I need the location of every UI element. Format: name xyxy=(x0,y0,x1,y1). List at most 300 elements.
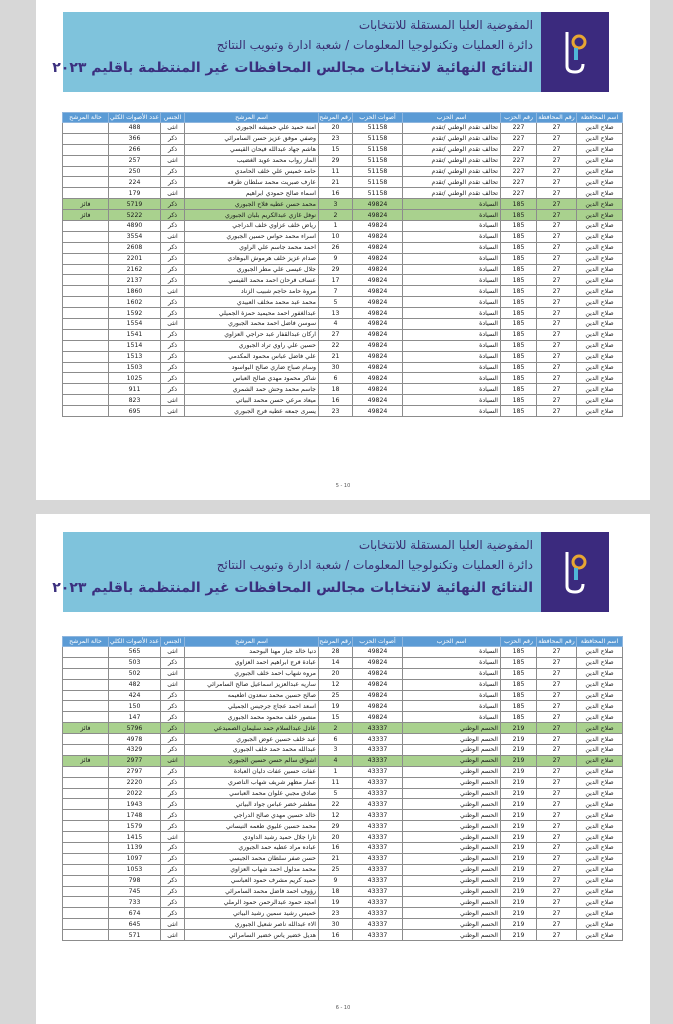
table-row xyxy=(63,690,623,701)
party-number-cell: 185 xyxy=(501,329,537,340)
candidate-number-cell: 16 xyxy=(319,188,353,199)
total-votes-cell: 1748 xyxy=(109,810,161,821)
candidate-status-cell xyxy=(63,362,109,373)
candidate-name-cell: عفات حسين عفات دليان العبادة xyxy=(185,766,319,777)
column-header: أصوات الحزب xyxy=(353,113,403,123)
candidate-status-cell xyxy=(63,919,109,930)
candidate-status-cell xyxy=(63,166,109,177)
gender-cell: ذكر xyxy=(161,799,185,810)
governorate-number-cell: 27 xyxy=(537,755,577,766)
governorate-cell: صلاح الدين xyxy=(577,242,623,253)
gender-cell: ذكر xyxy=(161,242,185,253)
total-votes-cell: 695 xyxy=(109,406,161,417)
governorate-cell: صلاح الدين xyxy=(577,144,623,155)
governorate-number-cell: 27 xyxy=(537,177,577,188)
total-votes-cell: 366 xyxy=(109,133,161,144)
governorate-cell: صلاح الدين xyxy=(577,679,623,690)
governorate-cell: صلاح الدين xyxy=(577,777,623,788)
candidate-number-cell: 14 xyxy=(319,657,353,668)
party-name-cell: الحسم الوطني xyxy=(403,875,501,886)
governorate-number-cell: 27 xyxy=(537,712,577,723)
total-votes-cell: 745 xyxy=(109,886,161,897)
party-votes-cell: 49824 xyxy=(353,275,403,286)
candidate-number-cell: 2 xyxy=(319,723,353,734)
party-name-cell: السيادة xyxy=(403,264,501,275)
governorate-cell: صلاح الدين xyxy=(577,384,623,395)
table-row xyxy=(63,242,623,253)
candidate-number-cell: 13 xyxy=(319,308,353,319)
candidate-status-cell xyxy=(63,253,109,264)
party-number-cell: 219 xyxy=(501,745,537,756)
gender-cell: ذكر xyxy=(161,275,185,286)
party-votes-cell: 49824 xyxy=(353,657,403,668)
candidate-name-cell: عبدالغفور احمد محيميد حمزة الجميلي xyxy=(185,308,319,319)
table-row xyxy=(63,123,623,134)
table-row xyxy=(63,875,623,886)
table-row xyxy=(63,406,623,417)
gender-cell: ذكر xyxy=(161,297,185,308)
party-number-cell: 219 xyxy=(501,843,537,854)
total-votes-cell: 5222 xyxy=(109,210,161,221)
governorate-number-cell: 27 xyxy=(537,253,577,264)
candidate-name-cell: ميعاد مرعي حسن محمد البياتي xyxy=(185,395,319,406)
commission-logo-icon xyxy=(557,548,593,596)
candidate-name-cell: خميس رشيد سمين رشيد البياتي xyxy=(185,908,319,919)
table-row xyxy=(63,362,623,373)
total-votes-cell: 1554 xyxy=(109,319,161,330)
governorate-number-cell: 27 xyxy=(537,308,577,319)
candidate-status-cell: فائز xyxy=(63,755,109,766)
governorate-cell: صلاح الدين xyxy=(577,340,623,351)
governorate-cell: صلاح الدين xyxy=(577,690,623,701)
candidate-number-cell: 15 xyxy=(319,144,353,155)
governorate-cell: صلاح الدين xyxy=(577,199,623,210)
governorate-number-cell: 27 xyxy=(537,297,577,308)
party-name-cell: الحسم الوطني xyxy=(403,723,501,734)
candidate-name-cell: عبد خلف حسين عوض الجبوري xyxy=(185,734,319,745)
total-votes-cell: 1514 xyxy=(109,340,161,351)
party-number-cell: 185 xyxy=(501,308,537,319)
governorate-number-cell: 27 xyxy=(537,155,577,166)
candidate-status-cell xyxy=(63,679,109,690)
candidate-status-cell xyxy=(63,221,109,232)
party-votes-cell: 49824 xyxy=(353,647,403,658)
party-votes-cell: 49824 xyxy=(353,221,403,232)
commission-title: المفوضية العليا المستقلة للانتخابات xyxy=(358,18,533,32)
gender-cell: ذكر xyxy=(161,788,185,799)
governorate-number-cell: 27 xyxy=(537,799,577,810)
party-votes-cell: 49824 xyxy=(353,351,403,362)
gender-cell: ذكر xyxy=(161,853,185,864)
party-votes-cell: 49824 xyxy=(353,679,403,690)
gender-cell: ذكر xyxy=(161,690,185,701)
candidate-number-cell: 30 xyxy=(319,919,353,930)
candidate-name-cell: عبادة فرج ابراهيم احمد العزاوي xyxy=(185,657,319,668)
table-row xyxy=(63,755,623,766)
candidate-number-cell: 29 xyxy=(319,155,353,166)
total-votes-cell: 1592 xyxy=(109,308,161,319)
party-votes-cell: 51158 xyxy=(353,177,403,188)
governorate-cell: صلاح الدين xyxy=(577,373,623,384)
gender-cell: انثى xyxy=(161,919,185,930)
governorate-number-cell: 27 xyxy=(537,788,577,799)
candidate-status-cell xyxy=(63,745,109,756)
party-votes-cell: 43337 xyxy=(353,930,403,941)
gender-cell: ذكر xyxy=(161,264,185,275)
total-votes-cell: 1860 xyxy=(109,286,161,297)
candidate-name-cell: مروه شهاب احمد خلف الجبوري xyxy=(185,668,319,679)
governorate-cell: صلاح الدين xyxy=(577,799,623,810)
governorate-number-cell: 27 xyxy=(537,166,577,177)
candidate-number-cell: 4 xyxy=(319,319,353,330)
candidate-status-cell xyxy=(63,701,109,712)
governorate-cell: صلاح الدين xyxy=(577,701,623,712)
governorate-cell: صلاح الدين xyxy=(577,723,623,734)
party-number-cell: 219 xyxy=(501,777,537,788)
governorate-cell: صلاح الدين xyxy=(577,253,623,264)
party-votes-cell: 49824 xyxy=(353,712,403,723)
candidate-status-cell xyxy=(63,690,109,701)
governorate-number-cell: 27 xyxy=(537,657,577,668)
candidate-name-cell: احمد محمد جاسم علي الراوي xyxy=(185,242,319,253)
candidate-status-cell xyxy=(63,886,109,897)
total-votes-cell: 2797 xyxy=(109,766,161,777)
governorate-number-cell: 27 xyxy=(537,231,577,242)
party-votes-cell: 43337 xyxy=(353,843,403,854)
candidate-name-cell: تارا جلال حميد رشيد الداودي xyxy=(185,832,319,843)
candidate-name-cell: اسماء صالح حمودي ابراهيم xyxy=(185,188,319,199)
commission-logo xyxy=(541,532,609,612)
party-votes-cell: 43337 xyxy=(353,919,403,930)
candidate-number-cell: 3 xyxy=(319,745,353,756)
table-row xyxy=(63,843,623,854)
candidate-status-cell xyxy=(63,144,109,155)
candidate-status-cell xyxy=(63,832,109,843)
candidate-number-cell: 27 xyxy=(319,329,353,340)
party-name-cell: السيادة xyxy=(403,701,501,712)
candidate-status-cell xyxy=(63,712,109,723)
candidate-number-cell: 1 xyxy=(319,766,353,777)
candidate-number-cell: 30 xyxy=(319,362,353,373)
candidate-name-cell: هاشم جهاد عبدالله فيحان القيسي xyxy=(185,144,319,155)
candidate-name-cell: محمد عبد محمد مخلف العبيدي xyxy=(185,297,319,308)
candidate-status-cell xyxy=(63,908,109,919)
governorate-number-cell: 27 xyxy=(537,362,577,373)
gender-cell: ذكر xyxy=(161,253,185,264)
governorate-cell: صلاح الدين xyxy=(577,406,623,417)
governorate-number-cell: 27 xyxy=(537,690,577,701)
candidate-name-cell: الاء عبدالله ناصر شعيل الجبوري xyxy=(185,919,319,930)
governorate-cell: صلاح الدين xyxy=(577,821,623,832)
governorate-number-cell: 27 xyxy=(537,286,577,297)
governorate-number-cell: 27 xyxy=(537,647,577,658)
table-row xyxy=(63,231,623,242)
table-row xyxy=(63,701,623,712)
total-votes-cell: 674 xyxy=(109,908,161,919)
party-votes-cell: 43337 xyxy=(353,766,403,777)
governorate-cell: صلاح الدين xyxy=(577,123,623,134)
total-votes-cell: 565 xyxy=(109,647,161,658)
party-name-cell: تحالف تقدم الوطني /تقدم xyxy=(403,177,501,188)
gender-cell: ذكر xyxy=(161,886,185,897)
party-name-cell: الحسم الوطني xyxy=(403,745,501,756)
results-page-2 xyxy=(36,514,650,1024)
table-row xyxy=(63,188,623,199)
governorate-number-cell: 27 xyxy=(537,886,577,897)
candidate-status-cell: فائز xyxy=(63,210,109,221)
party-name-cell: الحسم الوطني xyxy=(403,908,501,919)
table-row xyxy=(63,221,623,232)
candidate-name-cell: وصفي موفق عزيز حسن السامرائي xyxy=(185,133,319,144)
table-row xyxy=(63,930,623,941)
governorate-number-cell: 27 xyxy=(537,373,577,384)
candidate-number-cell: 10 xyxy=(319,231,353,242)
party-votes-cell: 49824 xyxy=(353,701,403,712)
candidate-number-cell: 19 xyxy=(319,897,353,908)
governorate-cell: صلاح الدين xyxy=(577,177,623,188)
governorate-number-cell: 27 xyxy=(537,777,577,788)
page-number: 6 - 10 xyxy=(335,1005,351,1011)
governorate-number-cell: 27 xyxy=(537,188,577,199)
governorate-number-cell: 27 xyxy=(537,810,577,821)
gender-cell: ذكر xyxy=(161,723,185,734)
candidate-name-cell: اشواق سالم حسن حسين الجبوري xyxy=(185,755,319,766)
results-title: النتائج النهائية لانتخابات مجالس المحافظات غير المنتظمة باقليم ٢٠٢٣ xyxy=(52,580,533,596)
governorate-cell: صلاح الدين xyxy=(577,275,623,286)
total-votes-cell: 250 xyxy=(109,166,161,177)
table-row xyxy=(63,373,623,384)
candidate-name-cell: صدام عزيز خلف هرموش البوهادي xyxy=(185,253,319,264)
table-row xyxy=(63,788,623,799)
party-name-cell: الحسم الوطني xyxy=(403,886,501,897)
party-votes-cell: 49824 xyxy=(353,319,403,330)
governorate-cell: صلاح الدين xyxy=(577,297,623,308)
party-votes-cell: 51158 xyxy=(353,166,403,177)
gender-cell: ذكر xyxy=(161,221,185,232)
gender-cell: انثى xyxy=(161,319,185,330)
party-votes-cell: 43337 xyxy=(353,853,403,864)
candidate-name-cell: رياض خلف عزاوي خلف الدراجي xyxy=(185,221,319,232)
candidate-number-cell: 9 xyxy=(319,253,353,264)
gender-cell: ذكر xyxy=(161,908,185,919)
table-row xyxy=(63,853,623,864)
governorate-cell: صلاح الدين xyxy=(577,166,623,177)
party-number-cell: 219 xyxy=(501,897,537,908)
gender-cell: انثى xyxy=(161,155,185,166)
gender-cell: ذكر xyxy=(161,810,185,821)
gender-cell: ذكر xyxy=(161,329,185,340)
candidate-status-cell xyxy=(63,275,109,286)
table-row xyxy=(63,679,623,690)
candidate-name-cell: سوسن فاضل احمد محمد الجبوري xyxy=(185,319,319,330)
gender-cell: ذكر xyxy=(161,745,185,756)
governorate-cell: صلاح الدين xyxy=(577,875,623,886)
candidate-number-cell: 7 xyxy=(319,286,353,297)
gender-cell: ذكر xyxy=(161,384,185,395)
party-votes-cell: 49824 xyxy=(353,210,403,221)
total-votes-cell: 503 xyxy=(109,657,161,668)
candidate-status-cell xyxy=(63,177,109,188)
party-name-cell: السيادة xyxy=(403,329,501,340)
candidate-name-cell: محمد حسن عطيه فلاح الجبوري xyxy=(185,199,319,210)
candidate-name-cell: وسام صباح ضاري صالح البواسود xyxy=(185,362,319,373)
table-row xyxy=(63,712,623,723)
table-row xyxy=(63,329,623,340)
candidate-name-cell: هديل خضير ياس خضير السامرائي xyxy=(185,930,319,941)
governorate-number-cell: 27 xyxy=(537,406,577,417)
column-header: عدد الأصوات الكلي xyxy=(109,638,159,645)
total-votes-cell: 1943 xyxy=(109,799,161,810)
total-votes-cell: 502 xyxy=(109,668,161,679)
party-name-cell: السيادة xyxy=(403,351,501,362)
results-title: النتائج النهائية لانتخابات مجالس المحافظات غير المنتظمة باقليم ٢٠٢٣ xyxy=(52,60,533,76)
gender-cell: انثى xyxy=(161,930,185,941)
party-name-cell: الحسم الوطني xyxy=(403,734,501,745)
governorate-cell: صلاح الدين xyxy=(577,210,623,221)
governorate-number-cell: 27 xyxy=(537,395,577,406)
candidate-number-cell: 26 xyxy=(319,242,353,253)
party-votes-cell: 49824 xyxy=(353,373,403,384)
column-header: اسم المرشح xyxy=(185,113,319,123)
party-number-cell: 219 xyxy=(501,788,537,799)
governorate-number-cell: 27 xyxy=(537,384,577,395)
total-votes-cell: 911 xyxy=(109,384,161,395)
candidate-status-cell xyxy=(63,864,109,875)
candidate-status-cell xyxy=(63,930,109,941)
total-votes-cell: 1415 xyxy=(109,832,161,843)
party-name-cell: السيادة xyxy=(403,690,501,701)
candidate-status-cell xyxy=(63,821,109,832)
column-header: رقم الحزب xyxy=(501,113,537,123)
party-votes-cell: 43337 xyxy=(353,908,403,919)
party-votes-cell: 43337 xyxy=(353,734,403,745)
party-name-cell: السيادة xyxy=(403,395,501,406)
gender-cell: ذكر xyxy=(161,821,185,832)
gender-cell: ذكر xyxy=(161,897,185,908)
governorate-number-cell: 27 xyxy=(537,123,577,134)
candidate-number-cell: 16 xyxy=(319,930,353,941)
candidate-name-cell: عبدالله محمد حمد خلف الجبوري xyxy=(185,745,319,756)
governorate-number-cell: 27 xyxy=(537,210,577,221)
governorate-cell: صلاح الدين xyxy=(577,853,623,864)
party-name-cell: الحسم الوطني xyxy=(403,919,501,930)
party-number-cell: 185 xyxy=(501,690,537,701)
party-number-cell: 185 xyxy=(501,231,537,242)
total-votes-cell: 798 xyxy=(109,875,161,886)
party-name-cell: تحالف تقدم الوطني /تقدم xyxy=(403,166,501,177)
commission-title: المفوضية العليا المستقلة للانتخابات xyxy=(358,538,533,552)
party-number-cell: 185 xyxy=(501,297,537,308)
total-votes-cell: 1579 xyxy=(109,821,161,832)
party-number-cell: 185 xyxy=(501,657,537,668)
candidate-status-cell xyxy=(63,843,109,854)
candidate-status-cell xyxy=(63,395,109,406)
table-row xyxy=(63,919,623,930)
column-header: حالة المرشح xyxy=(63,637,109,647)
candidate-number-cell: 12 xyxy=(319,810,353,821)
gender-cell: انثى xyxy=(161,647,185,658)
party-number-cell: 219 xyxy=(501,799,537,810)
total-votes-cell: 5796 xyxy=(109,723,161,734)
candidate-number-cell: 23 xyxy=(319,406,353,417)
candidate-name-cell: اسراء محمد حواس حسين الجبوري xyxy=(185,231,319,242)
party-votes-cell: 43337 xyxy=(353,777,403,788)
candidate-status-cell xyxy=(63,384,109,395)
governorate-number-cell: 27 xyxy=(537,864,577,875)
governorate-cell: صلاح الدين xyxy=(577,188,623,199)
party-name-cell: السيادة xyxy=(403,384,501,395)
party-name-cell: الحسم الوطني xyxy=(403,843,501,854)
party-number-cell: 219 xyxy=(501,821,537,832)
total-votes-cell: 2137 xyxy=(109,275,161,286)
governorate-cell: صلاح الدين xyxy=(577,734,623,745)
column-header: اسم الحزب xyxy=(403,637,501,647)
table-row xyxy=(63,155,623,166)
governorate-number-cell: 27 xyxy=(537,144,577,155)
table-row xyxy=(63,319,623,330)
governorate-cell: صلاح الدين xyxy=(577,221,623,232)
candidate-name-cell: ساريه عبدالعزيز اسماعيل صالح السامرائي xyxy=(185,679,319,690)
party-number-cell: 185 xyxy=(501,406,537,417)
party-number-cell: 219 xyxy=(501,886,537,897)
candidate-status-cell xyxy=(63,155,109,166)
candidate-status-cell xyxy=(63,340,109,351)
party-name-cell: الحسم الوطني xyxy=(403,777,501,788)
table-row xyxy=(63,723,623,734)
total-votes-cell: 257 xyxy=(109,155,161,166)
candidate-number-cell: 20 xyxy=(319,668,353,679)
candidate-status-cell xyxy=(63,351,109,362)
candidate-status-cell: فائز xyxy=(63,199,109,210)
candidate-name-cell: اسعد احمد عجاج جرجيس الجميلي xyxy=(185,701,319,712)
party-name-cell: الحسم الوطني xyxy=(403,930,501,941)
candidate-status-cell xyxy=(63,133,109,144)
candidate-number-cell: 25 xyxy=(319,690,353,701)
party-number-cell: 185 xyxy=(501,319,537,330)
results-table xyxy=(62,636,623,941)
party-number-cell: 219 xyxy=(501,875,537,886)
gender-cell: انثى xyxy=(161,755,185,766)
gender-cell: ذكر xyxy=(161,362,185,373)
candidate-name-cell: عادل عبدالسلام حمد سليمان الصميدعي xyxy=(185,723,319,734)
governorate-cell: صلاح الدين xyxy=(577,647,623,658)
party-number-cell: 227 xyxy=(501,144,537,155)
party-name-cell: الحسم الوطني xyxy=(403,810,501,821)
gender-cell: ذكر xyxy=(161,177,185,188)
table-row xyxy=(63,799,623,810)
total-votes-cell: 266 xyxy=(109,144,161,155)
gender-cell: انثى xyxy=(161,406,185,417)
gender-cell: انثى xyxy=(161,188,185,199)
total-votes-cell: 488 xyxy=(109,123,161,134)
party-votes-cell: 43337 xyxy=(353,799,403,810)
party-votes-cell: 43337 xyxy=(353,864,403,875)
governorate-cell: صلاح الدين xyxy=(577,897,623,908)
gender-cell: ذكر xyxy=(161,373,185,384)
party-number-cell: 219 xyxy=(501,723,537,734)
total-votes-cell: 1541 xyxy=(109,329,161,340)
governorate-number-cell: 27 xyxy=(537,221,577,232)
gender-cell: ذكر xyxy=(161,210,185,221)
governorate-cell: صلاح الدين xyxy=(577,864,623,875)
party-votes-cell: 49824 xyxy=(353,286,403,297)
table-row xyxy=(63,395,623,406)
gender-cell: ذكر xyxy=(161,657,185,668)
candidate-name-cell: مطشر خضر عباس جواد البياتي xyxy=(185,799,319,810)
candidate-status-cell xyxy=(63,788,109,799)
table-row xyxy=(63,657,623,668)
governorate-number-cell: 27 xyxy=(537,723,577,734)
